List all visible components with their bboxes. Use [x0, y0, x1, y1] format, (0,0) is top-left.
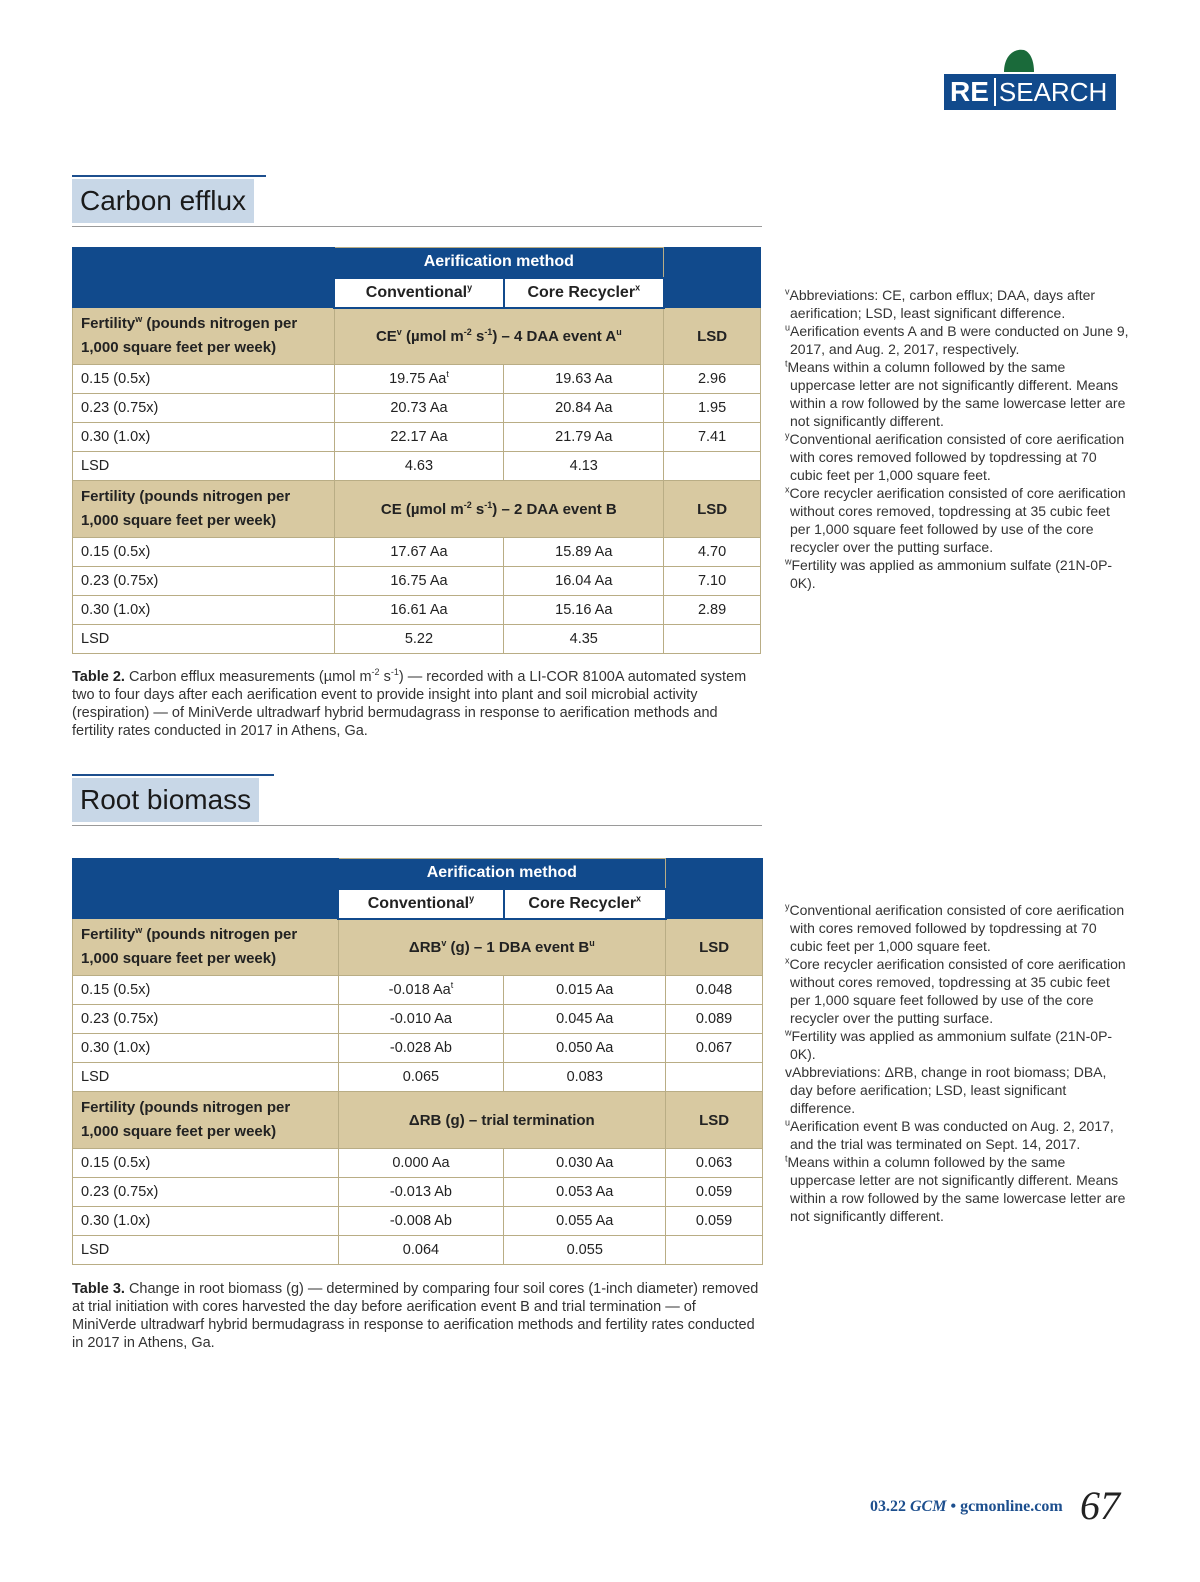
row-label: 0.30 (1.0x) — [73, 1034, 339, 1063]
magazine-name: GCM — [910, 1498, 947, 1515]
metric-text: ) – 4 DAA event A — [492, 327, 617, 345]
cell-lsd: 2.96 — [664, 365, 761, 394]
cell-lsd: 0.067 — [666, 1034, 763, 1063]
footnote — [785, 1027, 1130, 1063]
metric-text: (µmol m — [401, 327, 464, 345]
table-3-caption — [72, 1280, 762, 1352]
header-blank — [73, 889, 339, 919]
logo-plate — [944, 74, 1116, 110]
footnote — [785, 430, 1130, 484]
cell-conventional: 20.73 Aa — [334, 394, 504, 423]
cell-lsd: 0.089 — [666, 1005, 763, 1034]
publication-line — [870, 1498, 1063, 1516]
section-title: Root biomass — [72, 778, 259, 822]
cell-core-recycler: 0.053 Aa — [504, 1178, 666, 1207]
row-label: 0.15 (0.5x) — [73, 1149, 339, 1178]
fert-rest: (pounds nitrogen per 1,000 square feet per week) — [81, 926, 298, 967]
cell-lsd — [664, 452, 761, 481]
metric-text: (g) – 1 DBA event B — [446, 938, 590, 956]
row-label: 0.15 (0.5x) — [73, 538, 335, 567]
footnotes-table-2 — [785, 286, 1130, 592]
header-blank — [73, 248, 335, 278]
cell-lsd: 0.063 — [666, 1149, 763, 1178]
row-label: 0.23 (0.75x) — [73, 1178, 339, 1207]
fertility-label: Fertility (pounds nitrogen per 1,000 square feet per week) — [73, 481, 335, 538]
footnote-text: Means within a column followed by the same uppercase letter are not significantly different. Means within a row followed by the same lowercase letter are not significantly different. — [787, 359, 1126, 429]
footnote-mark: t — [446, 369, 449, 380]
exponent: -2 — [463, 326, 472, 337]
table-row — [73, 1149, 763, 1178]
cell-core-recycler: 0.055 — [504, 1236, 666, 1265]
exponent: -1 — [484, 326, 493, 337]
cell-core-recycler: 21.79 Aa — [504, 423, 664, 452]
exponent: -1 — [484, 499, 493, 510]
cell-core-recycler: 0.055 Aa — [504, 1207, 666, 1236]
caption-text: Change in root biomass (g) — determined by comparing four soil cores (1-inch diameter) removed at trial initiation with cores harvested the day before aerification event B and trial termination — of MiniVerde ultradwarf hybrid bermudagrass in response to aerification methods and fertility rates conducted in 2017 in Athens, Ga. — [72, 1281, 759, 1351]
logo-search: SEARCH — [998, 76, 1108, 107]
col-label: Core Recycler — [527, 283, 636, 301]
section-rule — [72, 226, 762, 227]
cell-core-recycler: 0.050 Aa — [504, 1034, 666, 1063]
metric-header — [338, 919, 666, 976]
col-header-core-recycler — [504, 278, 664, 308]
col-label: Conventional — [365, 283, 468, 301]
cell-value: 19.75 Aa — [389, 371, 447, 387]
footnote-text: Conventional aerification consisted of core aerification with cores removed followed by topdressing at 70 cubic feet per 1,000 square feet. — [789, 902, 1125, 954]
table-row — [73, 365, 761, 394]
footnote-mark: x — [785, 955, 790, 966]
cell-core-recycler: 0.015 Aa — [504, 976, 666, 1005]
cell-lsd — [666, 1063, 763, 1092]
row-label: LSD — [73, 625, 335, 654]
cell-conventional: 17.67 Aa — [334, 538, 504, 567]
footnote — [785, 286, 1130, 322]
caption-text: s — [379, 669, 391, 685]
footnote-mark: u — [785, 322, 791, 333]
metric-text: CE — [375, 327, 397, 345]
cell-conventional: 0.065 — [338, 1063, 504, 1092]
cell-lsd: 0.048 — [666, 976, 763, 1005]
cell-lsd: 4.70 — [664, 538, 761, 567]
cell-core-recycler: 15.16 Aa — [504, 596, 664, 625]
exponent: -2 — [371, 667, 380, 678]
col-header-conventional — [334, 278, 504, 308]
table-row — [73, 625, 761, 654]
lsd-header: LSD — [666, 919, 763, 976]
cell-lsd — [664, 625, 761, 654]
cell-conventional: 22.17 Aa — [334, 423, 504, 452]
lsd-header: LSD — [664, 308, 761, 365]
cell-conventional — [338, 976, 504, 1005]
footnote-mark: w — [785, 1027, 792, 1038]
cell-lsd: 0.059 — [666, 1207, 763, 1236]
col-label: Core Recycler — [528, 894, 637, 912]
footnote-mark: t — [450, 980, 454, 991]
footnote-text: Core recycler aerification consisted of core aerification without cores removed, topdressing at 35 cubic feet per 1,000 square feet followed by use of the core recycler over the putting surface. — [789, 956, 1126, 1026]
section-topline — [72, 774, 274, 776]
footnote-text: Abbreviations: CE, carbon efflux; DAA, days after aerification; LSD, least significant difference. — [789, 287, 1096, 321]
cell-lsd: 7.41 — [664, 423, 761, 452]
table-row — [73, 394, 761, 423]
row-label: 0.30 (1.0x) — [73, 596, 335, 625]
table-row — [73, 1236, 763, 1265]
lsd-header: LSD — [664, 481, 761, 538]
footnote-mark: v — [396, 326, 402, 337]
cell-core-recycler: 4.13 — [504, 452, 664, 481]
cell-core-recycler: 0.030 Aa — [504, 1149, 666, 1178]
footnote-text: Aerification event B was conducted on Aug. 2, 2017, and the trial was terminated on Sept. 14, 2017. — [790, 1118, 1114, 1152]
col-header-core-recycler — [504, 889, 666, 919]
caption-text: ) — recorded with a LI-COR 8100A automated system two to four days after each aerification event to provide insight into plant and soil microbial activity (respiration) — of MiniVerde ultradwarf hybrid bermudagrass in response to aerification methods and fertility rates conducted in 2017 in Athens, Ga. — [72, 669, 747, 739]
aerification-method-header: Aerification method — [334, 248, 664, 278]
metric-header — [334, 308, 664, 365]
cell-core-recycler: 0.045 Aa — [504, 1005, 666, 1034]
issue-date: 03.22 — [870, 1498, 906, 1515]
fert-label: Fertility — [81, 926, 136, 943]
footnote — [785, 955, 1130, 1027]
lsd-header: LSD — [666, 1092, 763, 1149]
footnote-text: Conventional aerification consisted of core aerification with cores removed followed by topdressing at 70 cubic feet per 1,000 square feet. — [789, 431, 1125, 483]
footnote-mark: y — [785, 901, 790, 912]
table-row — [73, 1178, 763, 1207]
cell-lsd — [666, 1236, 763, 1265]
footnote-text: vAbbreviations: ΔRB, change in root biomass; DBA, day before aerification; LSD, least significant difference. — [785, 1064, 1107, 1116]
cell-conventional: 0.000 Aa — [338, 1149, 504, 1178]
col-header-conventional — [338, 889, 504, 919]
table-row — [73, 1005, 763, 1034]
footnote — [785, 901, 1130, 955]
table-row — [73, 423, 761, 452]
cell-conventional: 5.22 — [334, 625, 504, 654]
metric-text: s — [471, 327, 485, 345]
row-label: 0.15 (0.5x) — [73, 365, 335, 394]
header-blank — [666, 859, 763, 889]
caption-label: Table 3. — [72, 1281, 125, 1297]
footnote-mark: x — [785, 484, 790, 495]
cell-lsd: 0.059 — [666, 1178, 763, 1207]
footnote-mark: v — [441, 937, 447, 948]
footnote — [785, 556, 1130, 592]
row-label: LSD — [73, 452, 335, 481]
cell-conventional: 4.63 — [334, 452, 504, 481]
col-label: Conventional — [367, 894, 470, 912]
footnote-mark: y — [467, 282, 473, 293]
table-row — [73, 596, 761, 625]
metric-text: s — [471, 500, 485, 518]
footnote-mark: y — [785, 430, 790, 441]
fertility-label: Fertility (pounds nitrogen per 1,000 square feet per week) — [73, 1092, 339, 1149]
cell-core-recycler: 4.35 — [504, 625, 664, 654]
cell-core-recycler: 19.63 Aa — [504, 365, 664, 394]
metric-header — [334, 481, 664, 538]
logo-re: RE — [950, 76, 989, 107]
exponent: -1 — [390, 667, 399, 678]
cell-conventional: 16.61 Aa — [334, 596, 504, 625]
page-number: 67 — [1080, 1483, 1120, 1528]
cell-core-recycler: 15.89 Aa — [504, 538, 664, 567]
metric-text: ) – 2 DAA event B — [492, 500, 617, 518]
cell-lsd: 2.89 — [664, 596, 761, 625]
cell-conventional: 16.75 Aa — [334, 567, 504, 596]
header-blank — [73, 278, 335, 308]
footnote-mark: v — [785, 286, 790, 297]
header-blank — [73, 859, 339, 889]
footnote-mark: u — [589, 937, 595, 948]
cell-core-recycler: 16.04 Aa — [504, 567, 664, 596]
header-blank — [666, 889, 763, 919]
carbon-efflux-table — [72, 247, 761, 654]
footnote — [785, 358, 1130, 430]
row-label: 0.30 (1.0x) — [73, 1207, 339, 1236]
footnotes-table-3 — [785, 901, 1130, 1225]
footnote-text: Means within a column followed by the same uppercase letter are not significantly different. Means within a row followed by the same lowercase letter are not significantly different. — [787, 1154, 1126, 1224]
footnote-mark: y — [469, 893, 475, 904]
cell-conventional: -0.010 Aa — [338, 1005, 504, 1034]
footnote-mark: t — [785, 358, 788, 369]
table-row — [73, 1207, 763, 1236]
footnote-mark: x — [635, 282, 641, 293]
table-row — [73, 452, 761, 481]
table-2-caption — [72, 668, 762, 740]
footnote-mark: u — [785, 1117, 791, 1128]
cell-conventional — [334, 365, 504, 394]
research-logo — [944, 46, 1118, 112]
row-label: LSD — [73, 1063, 339, 1092]
table-row — [73, 538, 761, 567]
caption-text: Carbon efflux measurements (µmol m — [124, 669, 372, 685]
footnote-mark: w — [135, 314, 143, 324]
row-label: 0.30 (1.0x) — [73, 423, 335, 452]
section-title: Carbon efflux — [72, 179, 254, 223]
row-label: 0.15 (0.5x) — [73, 976, 339, 1005]
table-row — [73, 1063, 763, 1092]
cell-core-recycler: 0.083 — [504, 1063, 666, 1092]
website: gcmonline.com — [960, 1498, 1063, 1515]
metric-text: ΔRB — [408, 938, 442, 956]
fertility-label — [73, 919, 339, 976]
cell-core-recycler: 20.84 Aa — [504, 394, 664, 423]
cell-lsd: 1.95 — [664, 394, 761, 423]
row-label: LSD — [73, 1236, 339, 1265]
footnote — [785, 1117, 1130, 1153]
logo-divider — [994, 78, 996, 106]
header-blank — [664, 248, 761, 278]
section-topline — [72, 175, 266, 177]
cell-value: -0.018 Aa — [388, 982, 451, 998]
footnote-mark: t — [785, 1153, 788, 1164]
fert-rest: (pounds nitrogen per 1,000 square feet per week) — [81, 315, 298, 356]
footnote-text: Fertility was applied as ammonium sulfate (21N-0P-0K). — [790, 1028, 1113, 1062]
footnote-mark: w — [135, 925, 143, 935]
cell-conventional: -0.013 Ab — [338, 1178, 504, 1207]
footnote — [785, 322, 1130, 358]
footnote-text: Aerification events A and B were conducted on June 9, 2017, and Aug. 2, 2017, respectively. — [790, 323, 1129, 357]
footnote-mark: x — [636, 893, 642, 904]
cell-conventional: -0.028 Ab — [338, 1034, 504, 1063]
table-row — [73, 976, 763, 1005]
metric-text: CE (µmol m — [380, 500, 464, 518]
table-row — [73, 1034, 763, 1063]
exponent: -2 — [463, 499, 472, 510]
footnote — [785, 1153, 1130, 1225]
section-rule — [72, 825, 762, 826]
caption-label: Table 2. — [72, 669, 125, 685]
cell-conventional: 0.064 — [338, 1236, 504, 1265]
page-footer — [870, 1482, 1120, 1532]
footnote — [785, 484, 1130, 556]
bullet: • — [950, 1498, 957, 1515]
table-row — [73, 567, 761, 596]
metric-header: ΔRB (g) – trial termination — [338, 1092, 666, 1149]
cell-conventional: -0.008 Ab — [338, 1207, 504, 1236]
header-blank — [664, 278, 761, 308]
leaf-icon — [1002, 46, 1036, 72]
footnote-mark: u — [616, 326, 622, 337]
footnote — [785, 1063, 1130, 1117]
footnote-mark: w — [785, 556, 792, 567]
root-biomass-table — [72, 858, 763, 1265]
footnote-text: Core recycler aerification consisted of core aerification without cores removed, topdressing at 35 cubic feet per 1,000 square feet followed by use of the core recycler over the putting surface. — [789, 485, 1126, 555]
row-label: 0.23 (0.75x) — [73, 567, 335, 596]
row-label: 0.23 (0.75x) — [73, 394, 335, 423]
footnote-text: Fertility was applied as ammonium sulfate (21N-0P-0K). — [790, 557, 1113, 591]
fert-label: Fertility — [81, 315, 136, 332]
cell-lsd: 7.10 — [664, 567, 761, 596]
aerification-method-header: Aerification method — [338, 859, 666, 889]
fertility-label — [73, 308, 335, 365]
row-label: 0.23 (0.75x) — [73, 1005, 339, 1034]
